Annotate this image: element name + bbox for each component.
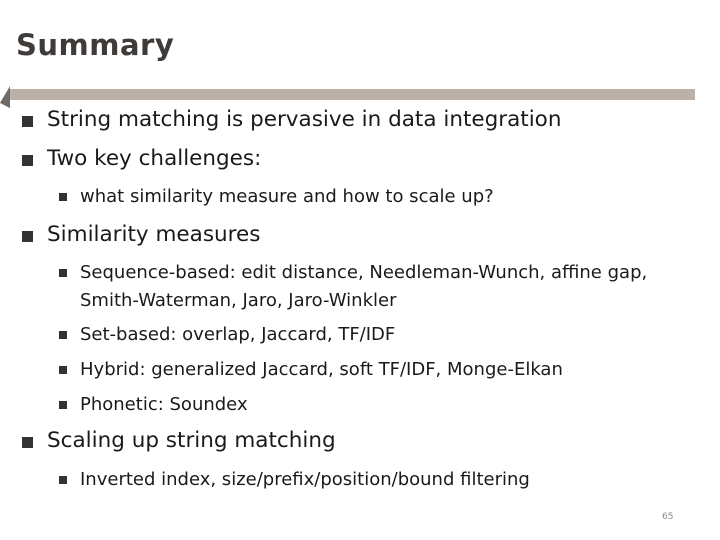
bullet-square-icon (22, 231, 33, 242)
bullet-square-icon (22, 437, 33, 448)
sub-bullet-square-icon (59, 269, 67, 277)
sub-bullet-sequence-based-continued: Smith-Waterman, Jaro, Jaro-Winkler (80, 290, 397, 311)
sub-bullet-square-icon (59, 401, 67, 409)
sub-bullet-hybrid: Hybrid: generalized Jaccard, soft TF/IDF, Monge-Elkan (80, 359, 563, 380)
sub-bullet-what-similarity: what similarity measure and how to scale up? (80, 186, 494, 207)
bullet-two-key-challenges: Two key challenges: (47, 146, 262, 171)
bullet-similarity-measures: Similarity measures (47, 222, 261, 247)
sub-bullet-phonetic: Phonetic: Soundex (80, 394, 248, 415)
sub-bullet-square-icon (59, 476, 67, 484)
sub-bullet-square-icon (59, 193, 67, 201)
page-number: 65 (662, 512, 674, 522)
sub-bullet-inverted-index: Inverted index, size/prefix/position/bound filtering (80, 469, 530, 490)
bullet-scaling-up: Scaling up string matching (47, 428, 336, 453)
sub-bullet-square-icon (59, 366, 67, 374)
bullet-string-matching: String matching is pervasive in data integration (47, 107, 562, 132)
sub-bullet-square-icon (59, 331, 67, 339)
bullet-square-icon (22, 155, 33, 166)
sub-bullet-set-based: Set-based: overlap, Jaccard, TF/IDF (80, 324, 396, 345)
sub-bullet-sequence-based: Sequence-based: edit distance, Needleman-Wunch, affine gap, (80, 262, 648, 283)
bullet-square-icon (22, 116, 33, 127)
slide-title: Summary (16, 28, 175, 62)
